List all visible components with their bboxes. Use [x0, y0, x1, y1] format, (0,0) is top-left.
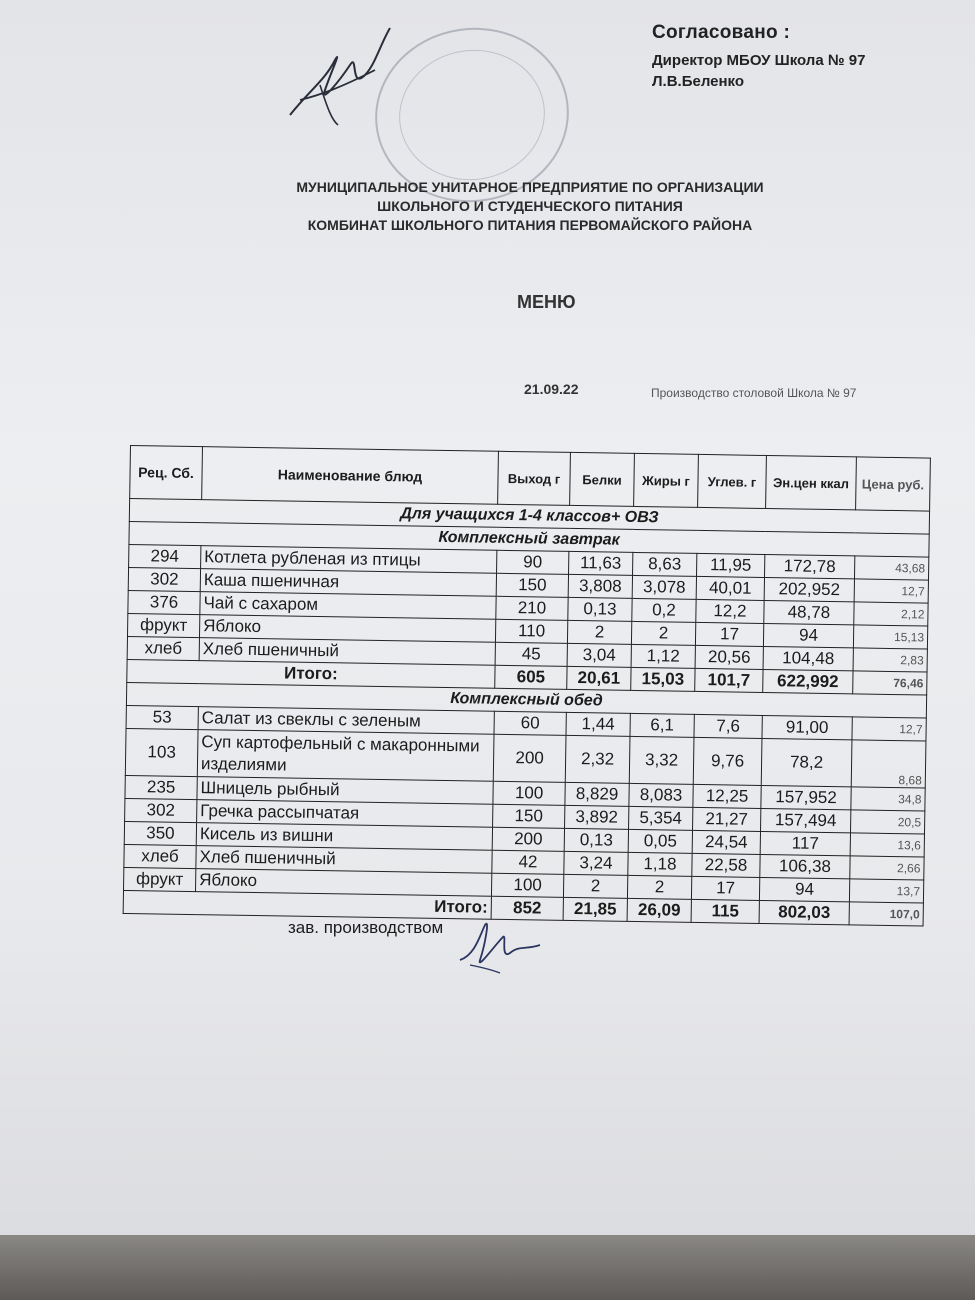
cell-rec: 294: [129, 544, 201, 568]
cell-energy: 104,48: [763, 646, 853, 670]
cell-price: 2,12: [854, 602, 928, 626]
cell-price: 43,68: [854, 556, 928, 580]
total-fat: 15,03: [631, 667, 695, 691]
cell-protein: 8,829: [565, 782, 629, 806]
cell-output: 200: [493, 734, 566, 782]
cell-carb: 9,76: [693, 737, 762, 785]
cell-fat: 1,18: [628, 852, 692, 876]
lunch-title: Комплексный обед: [126, 682, 926, 718]
cell-energy: 48,78: [764, 600, 854, 624]
cell-energy: 91,00: [762, 715, 852, 739]
cell-carb: 40,01: [696, 576, 764, 600]
cell-rec: 302: [128, 567, 200, 591]
cell-fat: 2: [631, 621, 695, 645]
cell-price: 2,83: [853, 648, 927, 672]
cell-output: 100: [493, 781, 565, 805]
header-protein: Белки: [570, 452, 635, 506]
cell-carb: 22,58: [692, 853, 760, 877]
cell-output: 110: [495, 619, 567, 643]
approval-block: [652, 22, 865, 90]
cell-protein: 2: [567, 620, 631, 644]
cell-energy: 117: [760, 831, 850, 855]
cell-name: Шницель рыбный: [197, 777, 493, 805]
cell-energy: 94: [759, 877, 849, 901]
cell-energy: 172,78: [764, 554, 854, 578]
total-price: 107,0: [849, 902, 923, 926]
cell-name: Котлета рубленая из птицы: [201, 546, 497, 574]
breakfast-title: Комплексный завтрак: [129, 521, 929, 557]
header-name: Наименование блюд: [202, 447, 499, 505]
total-energy: 802,03: [759, 900, 849, 924]
menu-date: 21.09.22: [524, 381, 579, 397]
cell-energy: 157,952: [761, 785, 851, 809]
total-output: 852: [491, 896, 563, 920]
cell-carb: 11,95: [697, 553, 765, 577]
cell-output: 210: [496, 596, 568, 620]
cell-price: 15,13: [853, 625, 927, 649]
cell-rec: 350: [124, 821, 196, 845]
stamp-inner-ring: [391, 40, 554, 189]
total-carb: 115: [691, 899, 759, 923]
cell-protein: 3,808: [568, 574, 632, 598]
cell-rec: хлеб: [127, 636, 199, 660]
cell-fat: 3,32: [629, 736, 694, 784]
org-line-2: ШКОЛЬНОГО И СТУДЕНЧЕСКОГО ПИТАНИЯ: [377, 198, 683, 214]
cell-price: 12,7: [852, 717, 926, 741]
cell-rec: 235: [125, 775, 197, 799]
cell-fat: 6,1: [630, 713, 694, 737]
cell-carb: 17: [695, 622, 763, 646]
cell-output: 90: [497, 550, 569, 574]
cell-protein: 3,892: [565, 805, 629, 829]
cell-energy: 106,38: [760, 854, 850, 878]
cell-name: Кисель из вишни: [196, 823, 492, 851]
cell-name: Каша пшеничная: [200, 569, 496, 597]
cell-name: Салат из свеклы с зеленым: [198, 707, 494, 735]
cell-price: 8,68: [851, 740, 926, 788]
cell-price: 12,7: [854, 579, 928, 603]
cell-protein: 2: [563, 874, 627, 898]
production-label: Производство столовой Школа № 97: [651, 386, 857, 400]
header-fat: Жиры г: [634, 453, 699, 507]
total-label: Итого:: [127, 659, 495, 688]
cell-protein: 0,13: [564, 828, 628, 852]
desk-surface: [0, 1235, 975, 1300]
cell-protein: 0,13: [568, 597, 632, 621]
cell-rec: 302: [125, 798, 197, 822]
header-output: Выход г: [498, 451, 571, 505]
cell-rec: 53: [126, 705, 198, 729]
cell-price: 34,8: [851, 787, 925, 811]
cell-output: 60: [494, 711, 566, 735]
total-protein: 20,61: [567, 666, 631, 690]
cell-fat: 2: [627, 875, 691, 899]
total-price: 76,46: [853, 671, 927, 695]
cell-name: Суп картофельный с макаронными изделиями: [197, 730, 494, 782]
cell-carb: 17: [691, 876, 759, 900]
total-protein: 21,85: [563, 897, 627, 921]
cell-energy: 157,494: [761, 808, 851, 832]
cell-fat: 5,354: [629, 806, 693, 830]
cell-name: Хлеб пшеничный: [199, 638, 495, 666]
approval-position: Директор МБОУ Школа № 97: [652, 52, 866, 69]
cell-price: 13,6: [850, 833, 924, 857]
menu-table-wrapper: [123, 445, 930, 927]
cell-price: 20,5: [850, 810, 924, 834]
organization-header: [230, 178, 830, 235]
cell-protein: 1,44: [566, 712, 630, 736]
cell-carb: 12,25: [693, 784, 761, 808]
manager-signature: [455, 915, 545, 980]
cell-rec: фрукт: [127, 613, 199, 637]
document-title: МЕНЮ: [517, 292, 576, 312]
cell-price: 2,66: [850, 856, 924, 880]
cell-protein: 3,24: [564, 851, 628, 875]
cell-fat: 8,083: [629, 783, 693, 807]
cell-protein: 3,04: [567, 643, 631, 667]
total-output: 605: [495, 665, 567, 689]
cell-carb: 21,27: [693, 807, 761, 831]
header-rec: Рец. Сб.: [130, 446, 203, 500]
menu-table: [123, 445, 931, 927]
cell-fat: 8,63: [633, 552, 697, 576]
footer-label: зав. производством: [288, 918, 444, 937]
cell-fat: 1,12: [631, 644, 695, 668]
cell-rec: хлеб: [124, 844, 196, 868]
cell-fat: 3,078: [632, 575, 696, 599]
cell-rec: 103: [125, 728, 198, 776]
org-line-1: МУНИЦИПАЛЬНОЕ УНИТАРНОЕ ПРЕДПРИЯТИЕ ПО ОРГАНИЗАЦИИ: [296, 179, 764, 195]
cell-protein: 11,63: [569, 551, 633, 575]
cell-energy: 94: [763, 623, 853, 647]
total-fat: 26,09: [627, 898, 691, 922]
cell-carb: 7,6: [694, 714, 762, 738]
cell-energy: 78,2: [761, 738, 852, 786]
org-line-3: КОМБИНАТ ШКОЛЬНОГО ПИТАНИЯ ПЕРВОМАЙСКОГО РАЙОНА: [307, 217, 753, 233]
cell-output: 42: [492, 850, 564, 874]
header-price: Цена руб.: [856, 457, 931, 511]
header-energy: Эн.цен ккал: [766, 455, 857, 509]
cell-name: Хлеб пшеничный: [196, 846, 492, 874]
cell-name: Яблоко: [199, 615, 495, 643]
cell-output: 45: [495, 642, 567, 666]
cell-output: 100: [491, 873, 563, 897]
cell-rec: 376: [128, 590, 200, 614]
cell-energy: 202,952: [764, 577, 854, 601]
cell-name: Гречка рассыпчатая: [197, 800, 493, 828]
cell-carb: 20,56: [695, 645, 763, 669]
cell-rec: фрукт: [124, 867, 196, 891]
cell-output: 150: [496, 573, 568, 597]
cell-price: 13,7: [849, 879, 923, 903]
cell-fat: 0,2: [632, 598, 696, 622]
cell-output: 150: [493, 804, 565, 828]
header-carb: Углев. г: [698, 454, 767, 508]
cell-fat: 0,05: [628, 829, 692, 853]
approval-title: Согласовано :: [652, 22, 791, 43]
cell-carb: 24,54: [692, 830, 760, 854]
approval-name: Л.В.Беленко: [652, 73, 745, 90]
cell-protein: 2,32: [565, 735, 630, 783]
total-energy: 622,992: [763, 669, 853, 693]
group-title: Для учащихся 1-4 классов+ ОВЗ: [129, 499, 929, 535]
total-label: Итого:: [123, 890, 491, 919]
cell-output: 200: [492, 827, 564, 851]
total-carb: 101,7: [695, 668, 763, 692]
cell-carb: 12,2: [696, 599, 764, 623]
cell-name: Чай с сахаром: [200, 592, 496, 620]
cell-name: Яблоко: [195, 869, 491, 897]
